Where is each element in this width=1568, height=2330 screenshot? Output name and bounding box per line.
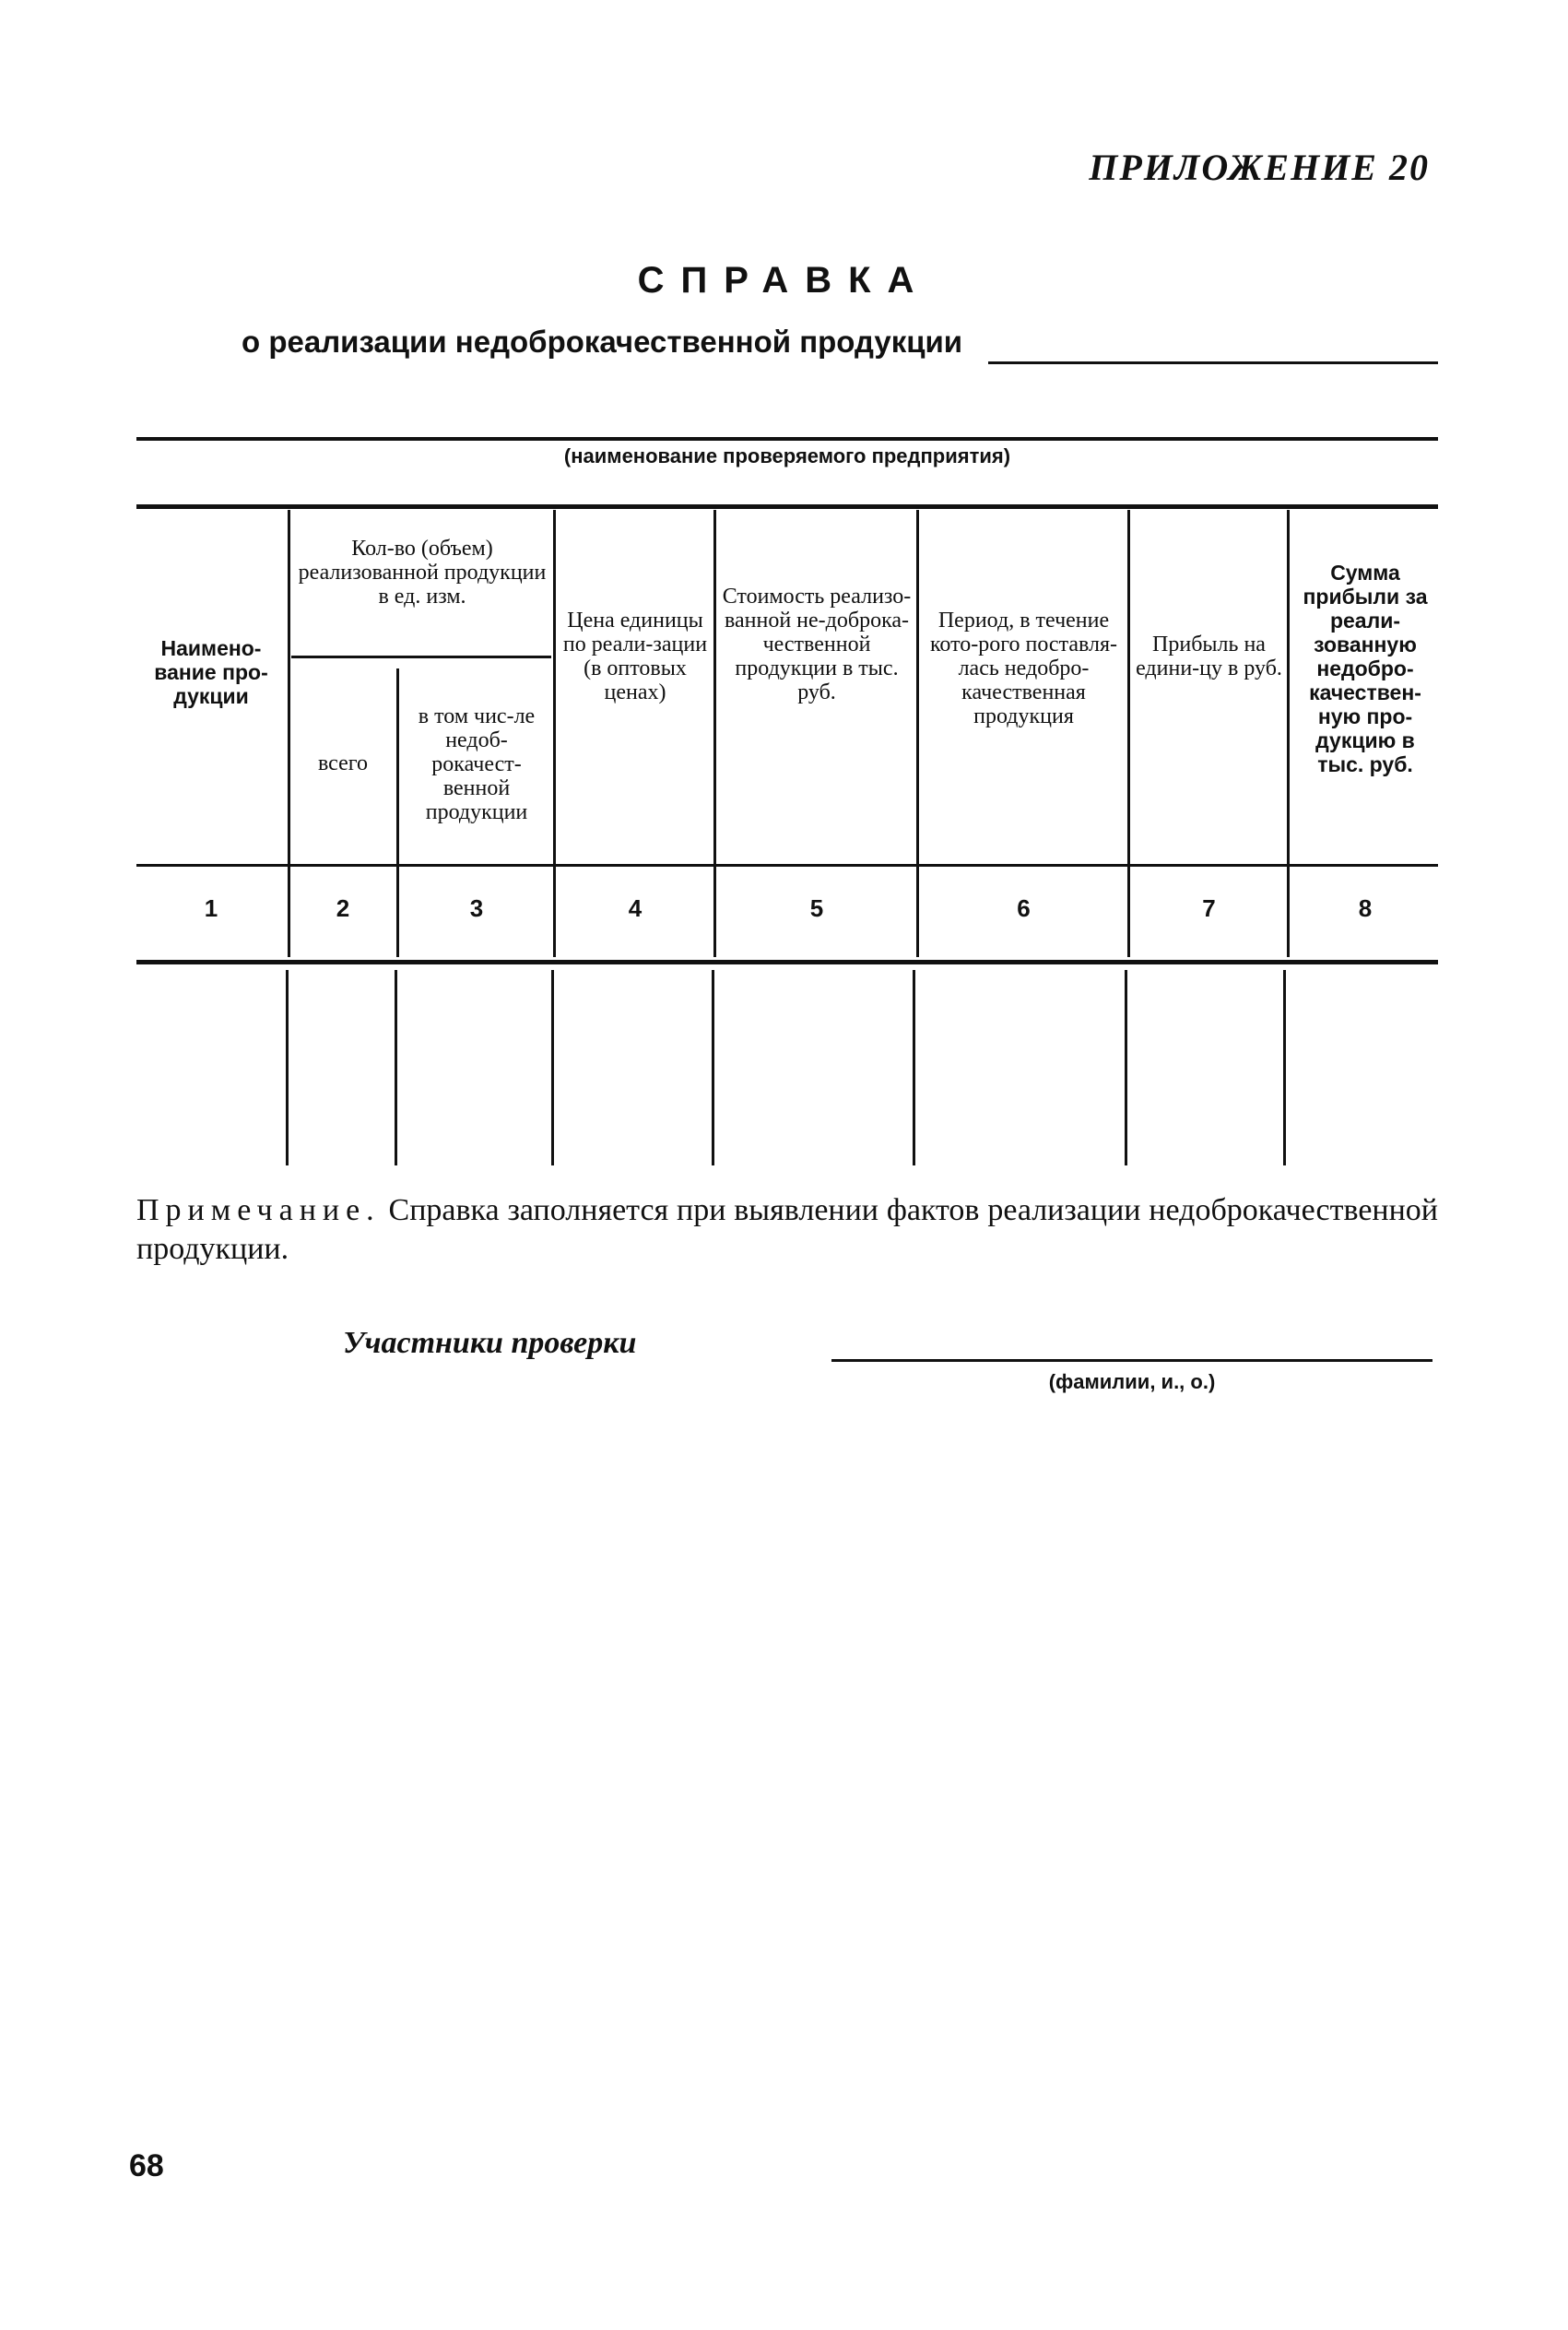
appendix-label: ПРИЛОЖЕНИЕ 20 bbox=[1089, 147, 1430, 188]
header-quantity-group: Кол-во (объем) реализованной продукции в ед. изм. bbox=[298, 537, 547, 609]
data-column-divider bbox=[286, 970, 289, 1165]
column-number: 7 bbox=[1202, 894, 1216, 922]
organization-caption: (наименование проверяемого предприятия) bbox=[563, 444, 1011, 467]
page-number: 68 bbox=[129, 2148, 164, 2183]
header-total: всего bbox=[317, 751, 369, 775]
organization-fill-line[interactable] bbox=[136, 437, 1438, 441]
signature-caption: (фамилии, и., о.) bbox=[1048, 1370, 1216, 1393]
table-column-divider bbox=[916, 510, 919, 957]
header-incl-defective: в том чис-ле недоб-рокачест-венной продукции bbox=[418, 704, 536, 824]
column-number: 1 bbox=[204, 894, 218, 922]
header-bottom-border bbox=[136, 864, 1438, 867]
table-column-divider bbox=[1287, 510, 1290, 957]
data-column-divider bbox=[1283, 970, 1286, 1165]
data-column-divider bbox=[1125, 970, 1127, 1165]
signature-fill-line[interactable] bbox=[831, 1359, 1432, 1362]
data-column-divider bbox=[551, 970, 554, 1165]
numbers-bottom-border bbox=[136, 960, 1438, 964]
data-column-divider bbox=[395, 970, 397, 1165]
data-column-divider bbox=[913, 970, 915, 1165]
table-column-divider bbox=[396, 668, 399, 957]
note-label: Примечание. bbox=[136, 1193, 381, 1227]
column-number: 4 bbox=[628, 894, 643, 922]
table-top-border bbox=[136, 504, 1438, 509]
subtitle-fill-line[interactable] bbox=[988, 361, 1438, 364]
column-number: 3 bbox=[469, 894, 484, 922]
header-cost: Стоимость реализо-ванной не-доброка-чественной продукции в тыс. руб. bbox=[722, 585, 912, 704]
table-column-divider bbox=[288, 510, 290, 957]
header-profit-total: Сумма прибыли за реали-зованную недобро-качествен-ную про-дукцию в тыс. руб. bbox=[1303, 561, 1428, 776]
note-paragraph bbox=[136, 1191, 1438, 1269]
data-column-divider bbox=[712, 970, 714, 1165]
header-profit-unit: Прибыль на едини-цу в руб. bbox=[1136, 633, 1282, 680]
table-column-divider bbox=[1127, 510, 1130, 957]
column-number: 2 bbox=[336, 894, 350, 922]
table-column-divider bbox=[713, 510, 716, 957]
note-text: Справка заполняется при выявлении фактов реализации недоброкачественной продукции. bbox=[136, 1193, 1438, 1266]
column-number: 5 bbox=[809, 894, 824, 922]
column-number: 8 bbox=[1358, 894, 1373, 922]
header-unit-price: Цена единицы по реали-зации (в оптовых ценах) bbox=[562, 609, 708, 704]
column-number: 6 bbox=[1017, 894, 1031, 922]
quantity-group-divider bbox=[291, 656, 551, 658]
header-product-name: Наимено-вание про-дукции bbox=[154, 636, 268, 708]
document-subtitle: о реализации недоброкачественной продукции bbox=[242, 325, 963, 359]
header-period: Период, в течение кото-рого поставля-лась недобро-качественная продукция bbox=[929, 609, 1118, 728]
participants-label: Участники проверки bbox=[343, 1326, 637, 1360]
table-column-divider bbox=[553, 510, 556, 957]
document-title: СПРАВКА bbox=[637, 260, 931, 301]
